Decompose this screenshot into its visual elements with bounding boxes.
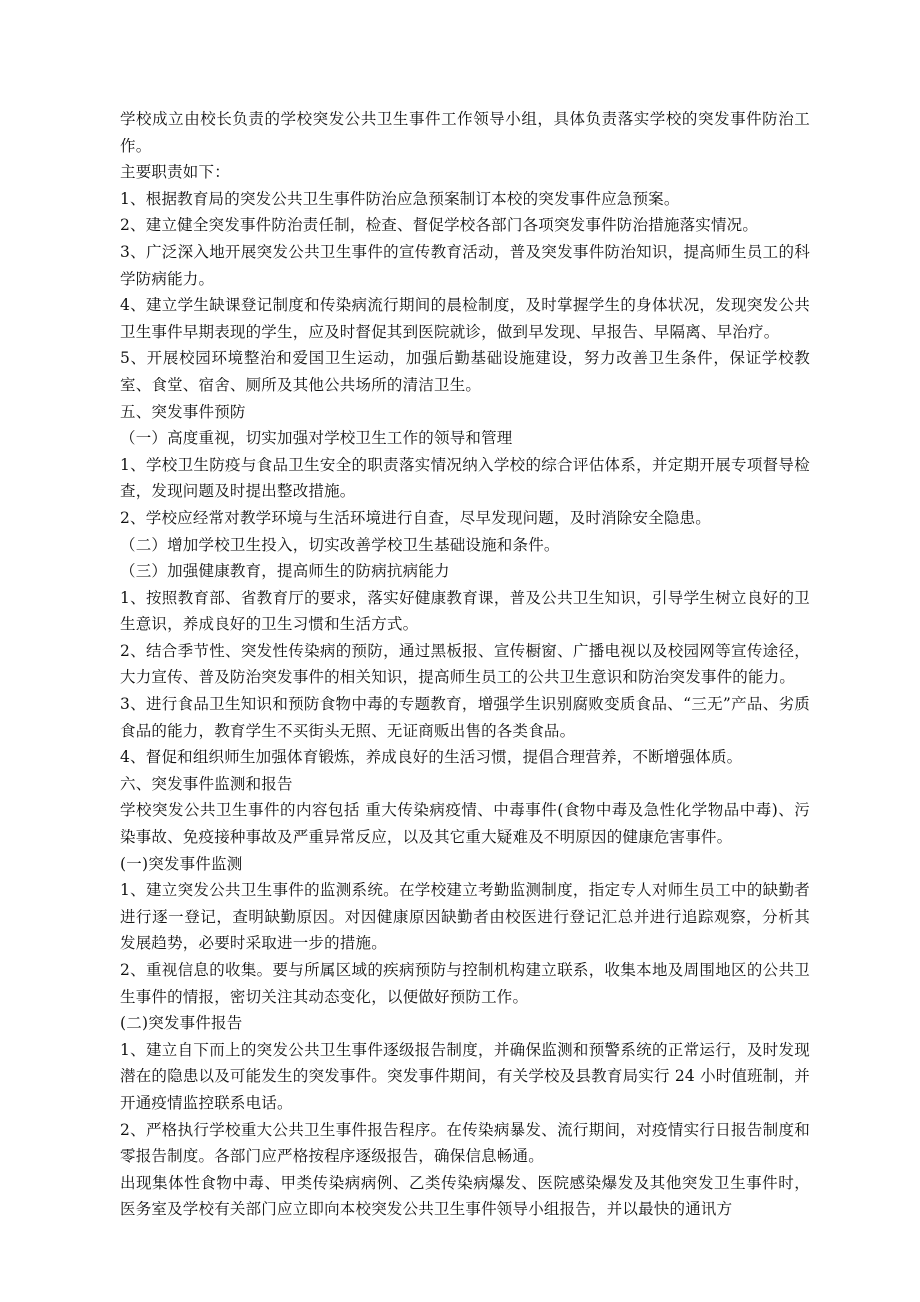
paragraph-education-1: 1、按照教育部、省教育厅的要求，落实好健康教育课，普及公共卫生知识，引导学生树立良好的卫生意识，养成良好的卫生习惯和生活方式。 [120, 588, 810, 634]
section-heading-prevention: 五、突发事件预防 [120, 402, 246, 421]
paragraph-reporting-1: 1、建立自下而上的突发公共卫生事件逐级报告制度，并确保监测和预警系统的正常运行，及时发现潜在的隐患以及可能发生的突发事件。突发事件期间，有关学校及县教育局实行 24 小时值班制，并开通疫情监控联系电话。 [120, 1040, 810, 1112]
subsection-heading-monitoring: (一)突发事件监测 [120, 854, 243, 873]
section-heading-monitoring: 六、突发事件监测和报告 [120, 774, 293, 793]
paragraph-education-3: 3、进行食品卫生知识和预防食物中毒的专题教育，增强学生识别腐败变质食品、“三无”产品、劣质食品的能力，教育学生不买街头无照、无证商贩出售的各类食品。 [120, 695, 810, 740]
paragraph-education-4: 4、督促和组织师生加强体育锻炼，养成良好的生活习惯，提倡合理营养，不断增强体质。 [120, 748, 743, 767]
paragraph-duty-3: 3、广泛深入地开展突发公共卫生事件的宣传教育活动，普及突发事件防治知识，提高师生员工的科学防病能力。 [120, 242, 810, 288]
subsection-heading-2: （二）增加学校卫生投入，切实改善学校卫生基础设施和条件。 [120, 535, 560, 554]
paragraph-prevention-2: 2、学校应经常对教学环境与生活环境进行自查，尽早发现问题，及时消除安全隐患。 [120, 508, 711, 527]
subsection-heading-reporting: (二)突发事件报告 [120, 1014, 243, 1033]
paragraph-monitoring-scope: 学校突发公共卫生事件的内容包括 重大传染病疫情、中毒事件(食物中毒及急性化学物品中毒)、污染事故、免疫接种事故及严重异常反应，以及其它重大疑难及不明原因的健康危害事件。 [120, 801, 810, 847]
paragraph-monitoring-1: 1、建立突发公共卫生事件的监测系统。在学校建立考勤监测制度，指定专人对师生员工中的缺勤者进行逐一登记，查明缺勤原因。对因健康原因缺勤者由校医进行登记汇总并进行追踪观察，分析其发展趋势，必要时采取进一步的措施。 [120, 881, 810, 953]
paragraph-reporting-3: 出现集体性食物中毒、甲类传染病病例、乙类传染病爆发、医院感染爆发及其他突发卫生事件时，医务室及学校有关部门应立即向本校突发公共卫生事件领导小组报告，并以最快的通讯方 [120, 1173, 810, 1219]
paragraph-reporting-2: 2、严格执行学校重大公共卫生事件报告程序。在传染病暴发、流行期间，对疫情实行日报告制度和零报告制度。各部门应严格按程序逐级报告，确保信息畅通。 [120, 1120, 810, 1166]
paragraph-prevention-1: 1、学校卫生防疫与食品卫生安全的职责落实情况纳入学校的综合评估体系，并定期开展专项督导检查，发现问题及时提出整改措施。 [120, 455, 810, 501]
paragraph-education-2: 2、结合季节性、突发性传染病的预防，通过黑板报、宣传橱窗、广播电视以及校园网等宣传途径，大力宣传、普及防治突发事件的相关知识，提高师生员工的公共卫生意识和防治突发事件的能力。 [120, 641, 810, 687]
subsection-heading-1: （一）高度重视，切实加强对学校卫生工作的领导和管理 [120, 429, 513, 448]
paragraph-duty-2: 2、建立健全突发事件防治责任制，检查、督促学校各部门各项突发事件防治措施落实情况。 [120, 216, 759, 235]
paragraph-duty-4: 4、建立学生缺课登记制度和传染病流行期间的晨检制度，及时掌握学生的身体状况，发现突发公共卫生事件早期表现的学生，应及时督促其到医院就诊，做到早发现、早报告、早隔离、早治疗。 [120, 296, 810, 341]
document-body [120, 106, 810, 1223]
paragraph-duty-1: 1、根据教育局的突发公共卫生事件防治应急预案制订本校的突发事件应急预案。 [120, 189, 680, 208]
subsection-heading-3: （三）加强健康教育，提高师生的防病抗病能力 [120, 562, 450, 581]
paragraph-intro: 学校成立由校长负责的学校突发公共卫生事件工作领导小组，具体负责落实学校的突发事件防治工作。 [120, 110, 810, 155]
paragraph-duties-heading: 主要职责如下： [120, 163, 230, 182]
paragraph-monitoring-2: 2、重视信息的收集。要与所属区域的疾病预防与控制机构建立联系，收集本地及周围地区的公共卫生事件的情报，密切关注其动态变化，以便做好预防工作。 [120, 961, 810, 1006]
paragraph-duty-5: 5、开展校园环境整治和爱国卫生运动，加强后勤基础设施建设，努力改善卫生条件，保证学校教室、食堂、宿舍、厕所及其他公共场所的清洁卫生。 [120, 349, 810, 394]
